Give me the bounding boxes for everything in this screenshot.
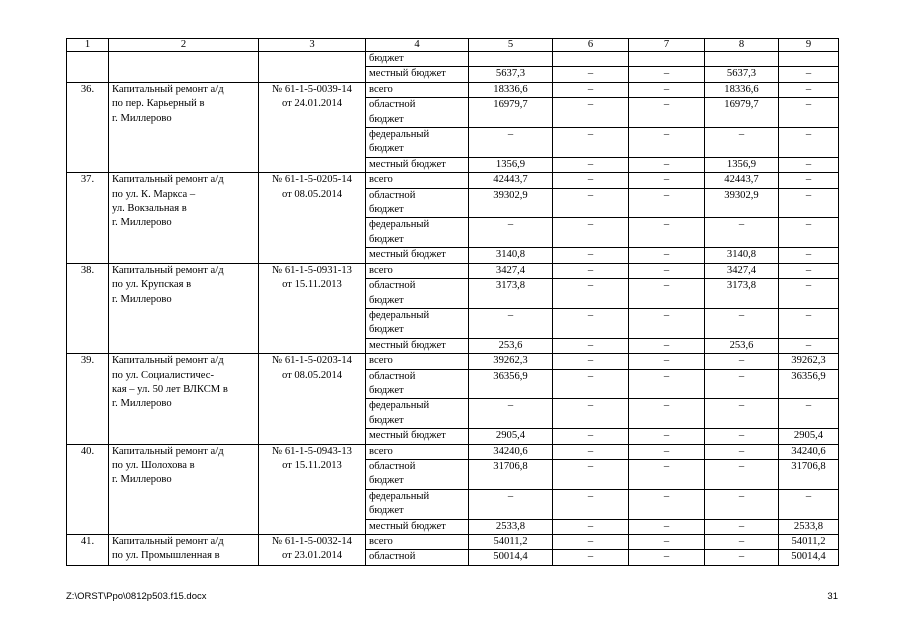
value-cell: 50014,4 xyxy=(779,550,839,565)
column-number-4: 4 xyxy=(366,39,469,52)
funding-source: всего xyxy=(366,444,469,459)
value-cell: – xyxy=(629,338,705,353)
value-cell: – xyxy=(779,98,839,128)
value-cell: – xyxy=(629,157,705,172)
object-name: Капитальный ремонт а/д по ул. Промышленная в xyxy=(109,535,259,566)
value-cell: 2533,8 xyxy=(469,519,553,534)
value-cell xyxy=(705,52,779,67)
value-cell: – xyxy=(629,444,705,459)
value-cell: – xyxy=(629,173,705,188)
funding-source: областной бюджет xyxy=(366,98,469,128)
value-cell: – xyxy=(553,535,629,550)
value-cell: – xyxy=(779,188,839,218)
funding-source: областной бюджет xyxy=(366,369,469,399)
funding-source: областной бюджет xyxy=(366,188,469,218)
value-cell: 34240,6 xyxy=(469,444,553,459)
value-cell: – xyxy=(553,489,629,519)
column-number-5: 5 xyxy=(469,39,553,52)
value-cell: – xyxy=(553,429,629,444)
value-cell: 18336,6 xyxy=(469,82,553,97)
value-cell: – xyxy=(629,98,705,128)
funding-source: областной бюджет xyxy=(366,279,469,309)
table-row xyxy=(67,52,839,67)
value-cell: – xyxy=(705,444,779,459)
value-cell: – xyxy=(553,173,629,188)
value-cell: 3140,8 xyxy=(469,248,553,263)
value-cell: – xyxy=(469,218,553,248)
value-cell: – xyxy=(779,67,839,82)
value-cell: 54011,2 xyxy=(469,535,553,550)
column-number-7: 7 xyxy=(629,39,705,52)
column-number-6: 6 xyxy=(553,39,629,52)
value-cell: 42443,7 xyxy=(469,173,553,188)
expertise-document: № 61-1-5-0931-13 от 15.11.2013 xyxy=(259,263,366,353)
funding-source: всего xyxy=(366,263,469,278)
expertise-document: № 61-1-5-0203-14 от 08.05.2014 xyxy=(259,354,366,444)
expertise-document: № 61-1-5-0205-14 от 08.05.2014 xyxy=(259,173,366,263)
funding-source: местный бюджет xyxy=(366,338,469,353)
value-cell: – xyxy=(779,82,839,97)
funding-source: областной бюджет xyxy=(366,459,469,489)
object-number: 39. xyxy=(67,354,109,444)
object-number: 36. xyxy=(67,82,109,172)
object-name: Капитальный ремонт а/д по ул. Социалистичес- кая – ул. 50 лет ВЛКСМ в г. Миллерово xyxy=(109,354,259,444)
value-cell: 34240,6 xyxy=(779,444,839,459)
value-cell: – xyxy=(779,279,839,309)
funding-source: всего xyxy=(366,354,469,369)
value-cell: 253,6 xyxy=(469,338,553,353)
value-cell: – xyxy=(629,429,705,444)
value-cell: 36356,9 xyxy=(779,369,839,399)
value-cell: – xyxy=(705,308,779,338)
value-cell: 16979,7 xyxy=(705,98,779,128)
table-row xyxy=(67,535,839,550)
value-cell: – xyxy=(629,218,705,248)
value-cell: – xyxy=(553,444,629,459)
value-cell: – xyxy=(553,248,629,263)
column-number-header xyxy=(67,39,839,52)
value-cell: – xyxy=(553,399,629,429)
value-cell: – xyxy=(705,429,779,444)
value-cell: – xyxy=(629,67,705,82)
object-number: 38. xyxy=(67,263,109,353)
value-cell: – xyxy=(553,98,629,128)
value-cell: – xyxy=(629,82,705,97)
column-number-3: 3 xyxy=(259,39,366,52)
value-cell: – xyxy=(705,354,779,369)
value-cell: – xyxy=(779,263,839,278)
value-cell: – xyxy=(779,128,839,158)
value-cell: 2905,4 xyxy=(469,429,553,444)
object-name: Капитальный ремонт а/д по пер. Карьерный в г. Миллерово xyxy=(109,82,259,172)
funding-source: областной xyxy=(366,550,469,565)
funding-source: федеральный бюджет xyxy=(366,128,469,158)
value-cell: 39302,9 xyxy=(705,188,779,218)
funding-source: местный бюджет xyxy=(366,67,469,82)
funding-source: местный бюджет xyxy=(366,248,469,263)
value-cell: – xyxy=(553,82,629,97)
value-cell: 1356,9 xyxy=(469,157,553,172)
value-cell: – xyxy=(553,128,629,158)
object-name: Капитальный ремонт а/д по ул. К. Маркса – ул. Вокзальная в г. Миллерово xyxy=(109,173,259,263)
value-cell: 5637,3 xyxy=(469,67,553,82)
value-cell: 50014,4 xyxy=(469,550,553,565)
value-cell: – xyxy=(779,218,839,248)
value-cell: – xyxy=(553,550,629,565)
value-cell: – xyxy=(629,354,705,369)
object-number: 40. xyxy=(67,444,109,534)
value-cell: – xyxy=(469,489,553,519)
value-cell: 1356,9 xyxy=(705,157,779,172)
value-cell: – xyxy=(553,369,629,399)
value-cell: – xyxy=(705,128,779,158)
funding-source: всего xyxy=(366,173,469,188)
value-cell: – xyxy=(705,218,779,248)
value-cell: – xyxy=(553,263,629,278)
value-cell: – xyxy=(779,338,839,353)
table-row xyxy=(67,263,839,278)
value-cell: – xyxy=(629,279,705,309)
funding-source: федеральный бюджет xyxy=(366,218,469,248)
value-cell: 253,6 xyxy=(705,338,779,353)
value-cell: – xyxy=(629,459,705,489)
value-cell: – xyxy=(629,399,705,429)
funding-source: федеральный бюджет xyxy=(366,308,469,338)
value-cell: 3140,8 xyxy=(705,248,779,263)
value-cell: 16979,7 xyxy=(469,98,553,128)
value-cell: – xyxy=(629,369,705,399)
funding-source: всего xyxy=(366,535,469,550)
table-row xyxy=(67,173,839,188)
value-cell: 18336,6 xyxy=(705,82,779,97)
value-cell: 2905,4 xyxy=(779,429,839,444)
value-cell: 3173,8 xyxy=(705,279,779,309)
expertise-document: № 61-1-5-0039-14 от 24.01.2014 xyxy=(259,82,366,172)
value-cell: 31706,8 xyxy=(469,459,553,489)
value-cell: – xyxy=(779,248,839,263)
value-cell: – xyxy=(705,459,779,489)
value-cell: – xyxy=(469,128,553,158)
value-cell: – xyxy=(553,188,629,218)
value-cell: – xyxy=(629,263,705,278)
value-cell: 5637,3 xyxy=(705,67,779,82)
value-cell: – xyxy=(705,550,779,565)
value-cell xyxy=(553,52,629,67)
value-cell: – xyxy=(705,519,779,534)
value-cell: 42443,7 xyxy=(705,173,779,188)
footer-file-path: Z:\ORST\Ppo\0812p503.f15.docx xyxy=(66,591,207,602)
value-cell: – xyxy=(553,308,629,338)
cont-number-cell xyxy=(67,52,109,83)
value-cell: – xyxy=(629,519,705,534)
column-number-9: 9 xyxy=(779,39,839,52)
value-cell: – xyxy=(705,369,779,399)
value-cell: – xyxy=(779,489,839,519)
footer-page-number: 31 xyxy=(827,591,838,602)
cont-name-cell xyxy=(109,52,259,83)
value-cell xyxy=(779,52,839,67)
value-cell: – xyxy=(469,399,553,429)
table-row xyxy=(67,444,839,459)
column-number-2: 2 xyxy=(109,39,259,52)
value-cell xyxy=(629,52,705,67)
value-cell xyxy=(469,52,553,67)
funding-source: местный бюджет xyxy=(366,157,469,172)
cont-doc-cell xyxy=(259,52,366,83)
funding-source: федеральный бюджет xyxy=(366,399,469,429)
value-cell: 31706,8 xyxy=(779,459,839,489)
value-cell: 36356,9 xyxy=(469,369,553,399)
value-cell: – xyxy=(629,550,705,565)
value-cell: 2533,8 xyxy=(779,519,839,534)
funding-source: бюджет xyxy=(366,52,469,67)
value-cell: – xyxy=(629,128,705,158)
value-cell: 3173,8 xyxy=(469,279,553,309)
table-row xyxy=(67,82,839,97)
value-cell: – xyxy=(553,157,629,172)
value-cell: – xyxy=(629,535,705,550)
funding-source: федеральный бюджет xyxy=(366,489,469,519)
funding-source: местный бюджет xyxy=(366,429,469,444)
value-cell: – xyxy=(629,489,705,519)
value-cell: 39302,9 xyxy=(469,188,553,218)
value-cell: – xyxy=(779,157,839,172)
table-body xyxy=(67,52,839,566)
object-name: Капитальный ремонт а/д по ул. Шолохова в г. Миллерово xyxy=(109,444,259,534)
value-cell: 3427,4 xyxy=(705,263,779,278)
object-number: 37. xyxy=(67,173,109,263)
value-cell: 54011,2 xyxy=(779,535,839,550)
value-cell: – xyxy=(469,308,553,338)
value-cell: – xyxy=(705,535,779,550)
value-cell: – xyxy=(629,248,705,263)
value-cell: – xyxy=(553,519,629,534)
value-cell: – xyxy=(629,308,705,338)
column-number-8: 8 xyxy=(705,39,779,52)
funding-source: всего xyxy=(366,82,469,97)
value-cell: 39262,3 xyxy=(779,354,839,369)
funding-source: местный бюджет xyxy=(366,519,469,534)
value-cell: – xyxy=(553,459,629,489)
value-cell: 3427,4 xyxy=(469,263,553,278)
expertise-document: № 61-1-5-0943-13 от 15.11.2013 xyxy=(259,444,366,534)
table-row xyxy=(67,354,839,369)
value-cell: – xyxy=(553,218,629,248)
value-cell: – xyxy=(629,188,705,218)
value-cell: – xyxy=(779,173,839,188)
expertise-document: № 61-1-5-0032-14 от 23.01.2014 xyxy=(259,535,366,566)
object-name: Капитальный ремонт а/д по ул. Крупская в г. Миллерово xyxy=(109,263,259,353)
value-cell: – xyxy=(779,308,839,338)
value-cell: – xyxy=(553,67,629,82)
value-cell: – xyxy=(553,338,629,353)
column-number-1: 1 xyxy=(67,39,109,52)
budget-table xyxy=(66,38,839,566)
object-number: 41. xyxy=(67,535,109,566)
value-cell: – xyxy=(553,279,629,309)
value-cell: 39262,3 xyxy=(469,354,553,369)
value-cell: – xyxy=(553,354,629,369)
value-cell: – xyxy=(705,399,779,429)
value-cell: – xyxy=(779,399,839,429)
header-row xyxy=(67,39,839,52)
value-cell: – xyxy=(705,489,779,519)
